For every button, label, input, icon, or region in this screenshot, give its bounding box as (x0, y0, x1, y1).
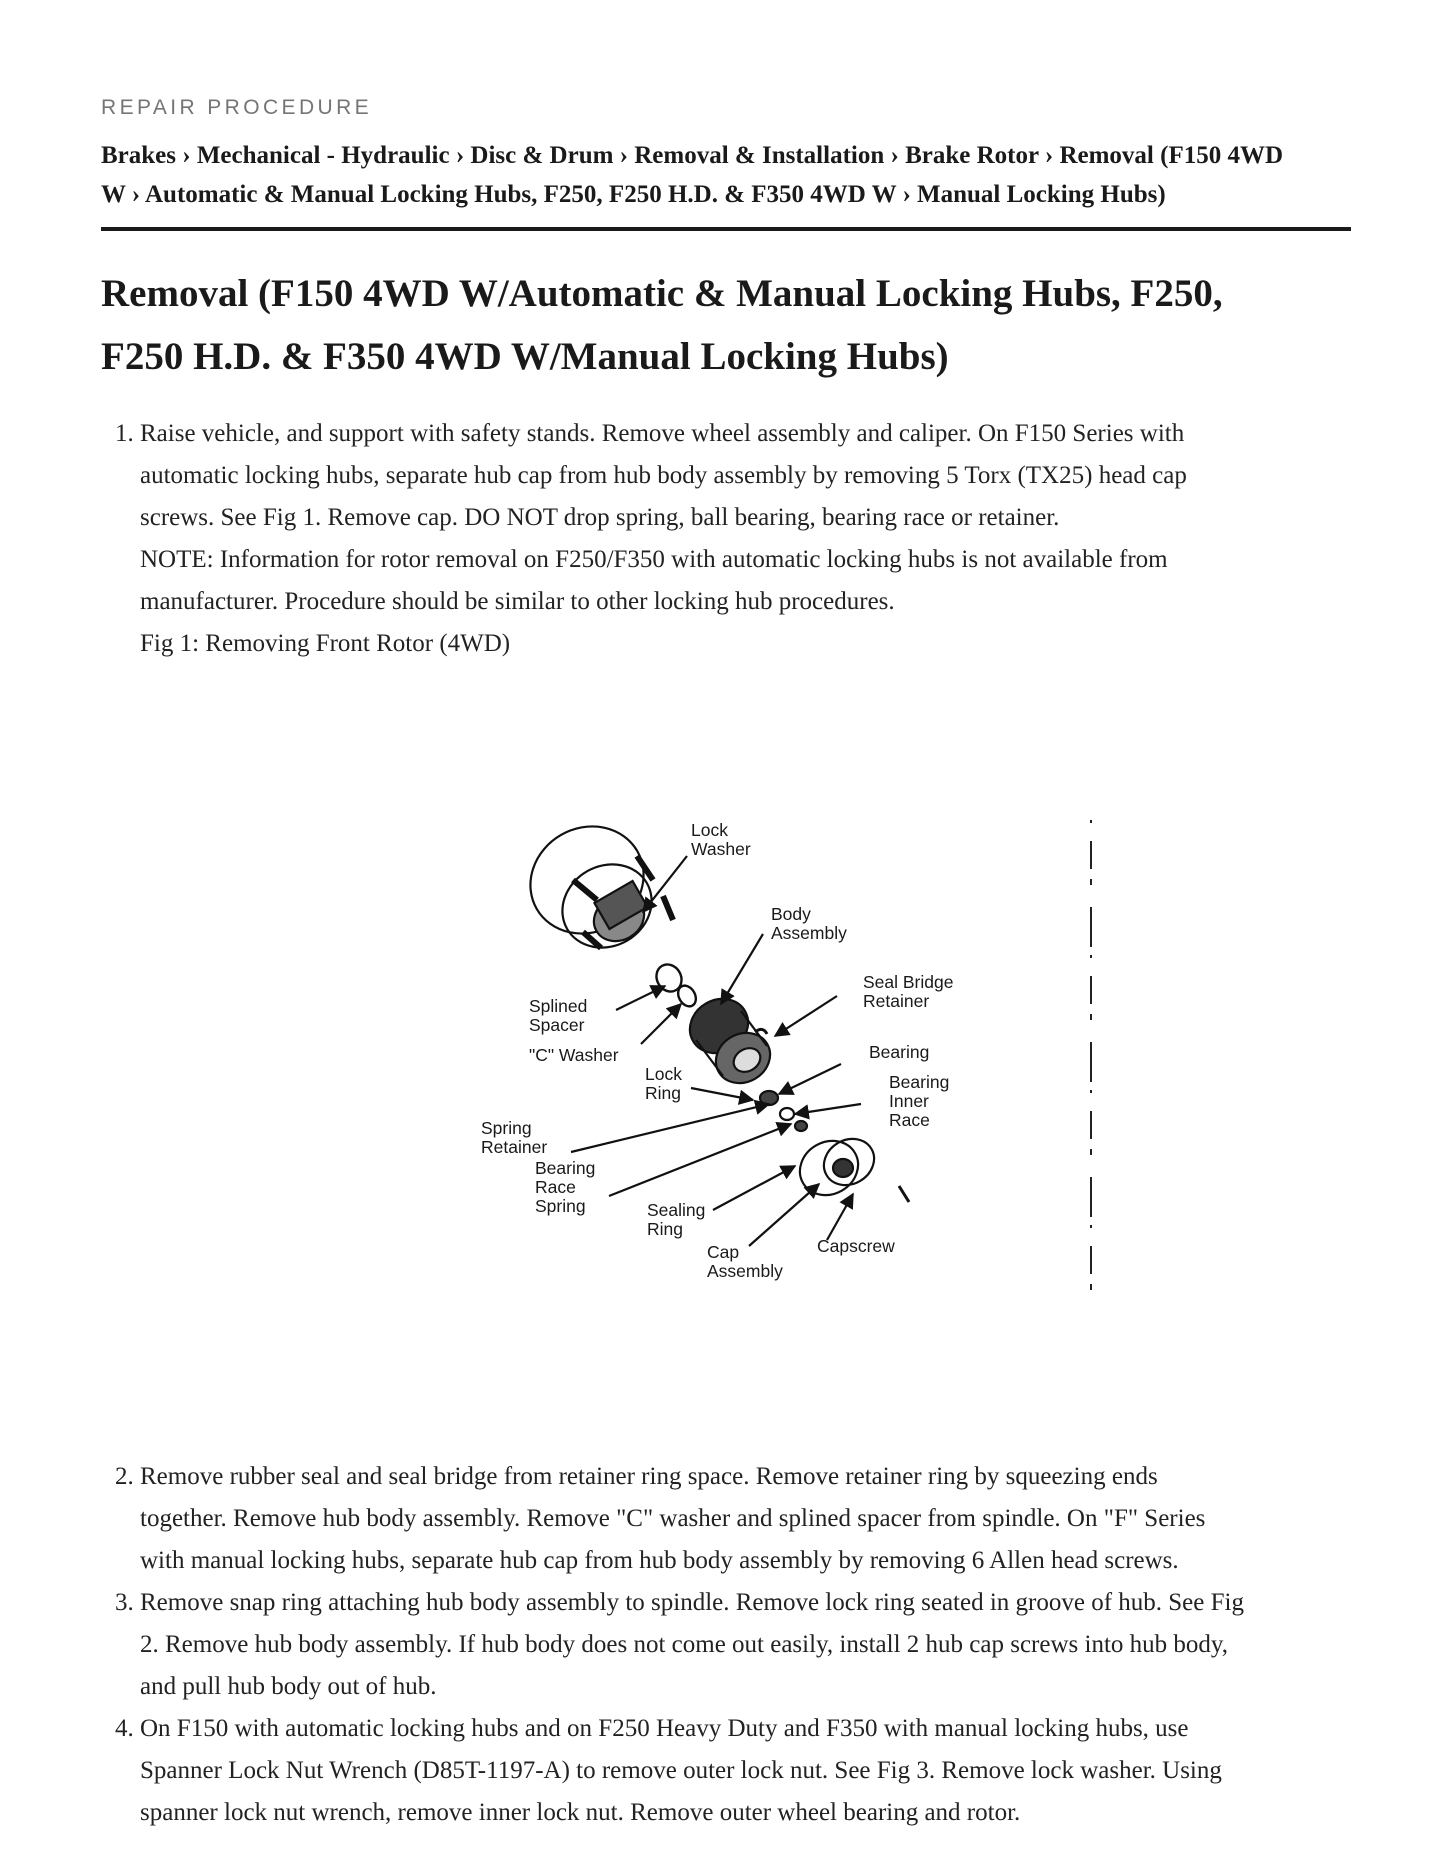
note-text-line: NOTE: Information for rotor removal on F250/F350 with automatic locking hubs is not available from (140, 546, 1168, 573)
label-lock-washer: Washer (691, 839, 751, 859)
step-text-line: 2. Remove hub body assembly. If hub body does not come out easily, install 2 hub cap screws into hub body, (140, 1631, 1229, 1658)
step-text-line: spanner lock nut wrench, remove inner lock nut. Remove outer wheel bearing and rotor. (140, 1799, 1021, 1826)
breadcrumb (101, 137, 1351, 214)
step-text-line: 4. On F150 with automatic locking hubs and on F250 Heavy Duty and F350 with manual locking hubs, use (140, 1715, 1189, 1742)
label-spring-retainer: Spring (481, 1118, 532, 1138)
step-text-line: 3. Remove snap ring attaching hub body assembly to spindle. Remove lock ring seated in groove of hub. See Fig (140, 1589, 1244, 1616)
label-splined-spacer: Splined (529, 996, 588, 1016)
spacer-ring-drawing (652, 960, 700, 1010)
procedure-step-3 (140, 1582, 1390, 1708)
procedure-step-4 (140, 1708, 1390, 1834)
label-cap-assembly: Assembly (707, 1261, 783, 1281)
label-seal-bridge-retainer: Retainer (863, 991, 930, 1011)
procedure-steps-continued (101, 1456, 1390, 1834)
section-eyebrow: REPAIR PROCEDURE (101, 96, 373, 119)
step-text-line: Spanner Lock Nut Wrench (D85T-1197-A) to remove outer lock nut. See Fig 3. Remove lock washer. Using (140, 1757, 1222, 1784)
page-title-line: F250 H.D. & F350 4WD W/Manual Locking Hubs) (101, 335, 949, 378)
header-divider (101, 227, 1351, 231)
procedure-step-2 (140, 1456, 1390, 1582)
page-title-line: Removal (F150 4WD W/Automatic & Manual Locking Hubs, F250, (101, 272, 1223, 315)
step-text-line: automatic locking hubs, separate hub cap from hub body assembly by removing 5 Torx (TX25) head cap (140, 462, 1187, 489)
label-sealing-ring: Ring (647, 1219, 683, 1239)
step-text-line: screws. See Fig 1. Remove cap. DO NOT drop spring, ball bearing, bearing race or retainer. (140, 504, 1060, 531)
label-lock-washer: Lock (691, 820, 728, 840)
step-text-line: together. Remove hub body assembly. Remove "C" washer and splined spacer from spindle. On "F" Series (140, 1505, 1206, 1532)
label-sealing-ring: Sealing (647, 1200, 706, 1220)
label-body-assembly: Body (771, 904, 811, 924)
procedure-step-1 (140, 413, 1390, 665)
label-lock-ring: Lock (645, 1064, 682, 1084)
step-text-line: with manual locking hubs, separate hub cap from hub body assembly by removing 6 Allen head screws. (140, 1547, 1179, 1574)
label-bearing-race-spring: Bearing (535, 1158, 596, 1178)
label-c-washer: "C" Washer (529, 1045, 619, 1065)
label-bearing-race-spring: Spring (535, 1196, 586, 1216)
label-body-assembly: Assembly (771, 923, 847, 943)
note-text-line: manufacturer. Procedure should be similar to other locking hub procedures. (140, 588, 895, 615)
label-seal-bridge-retainer: Seal Bridge (863, 972, 954, 992)
figure-caption: Fig 1: Removing Front Rotor (4WD) (140, 630, 511, 657)
label-bearing-inner-race: Race (889, 1110, 930, 1130)
breadcrumb-line: Brakes › Mechanical - Hydraulic › Disc & Drum › Removal & Installation › Brake Rotor › Removal (F150 4WD (101, 142, 1284, 169)
label-bearing: Bearing (869, 1042, 930, 1062)
label-lock-ring: Ring (645, 1083, 681, 1103)
page-title (101, 262, 1351, 388)
hub-flange-drawing (511, 806, 673, 964)
label-capscrew: Capscrew (817, 1236, 895, 1256)
procedure-steps (101, 413, 1390, 665)
label-spring-retainer: Retainer (481, 1137, 548, 1157)
step-text-line: and pull hub body out of hub. (140, 1673, 437, 1700)
step-text-line: 1. Raise vehicle, and support with safety stands. Remove wheel assembly and caliper. On F150 Series with (140, 420, 1185, 447)
hub-exploded-diagram (481, 808, 1111, 1308)
hub-diagram-svg (481, 808, 1111, 1308)
label-cap-assembly: Cap (707, 1242, 740, 1262)
label-bearing-inner-race: Bearing (889, 1072, 950, 1092)
label-bearing-race-spring: Race (535, 1177, 576, 1197)
label-splined-spacer: Spacer (529, 1015, 585, 1035)
step-text-line: 2. Remove rubber seal and seal bridge from retainer ring space. Remove retainer ring by squeezing ends (140, 1463, 1158, 1490)
label-bearing-inner-race: Inner (889, 1091, 929, 1111)
breadcrumb-line: W › Automatic & Manual Locking Hubs, F250, F250 H.D. & F350 4WD W › Manual Locking Hubs) (101, 180, 1166, 208)
